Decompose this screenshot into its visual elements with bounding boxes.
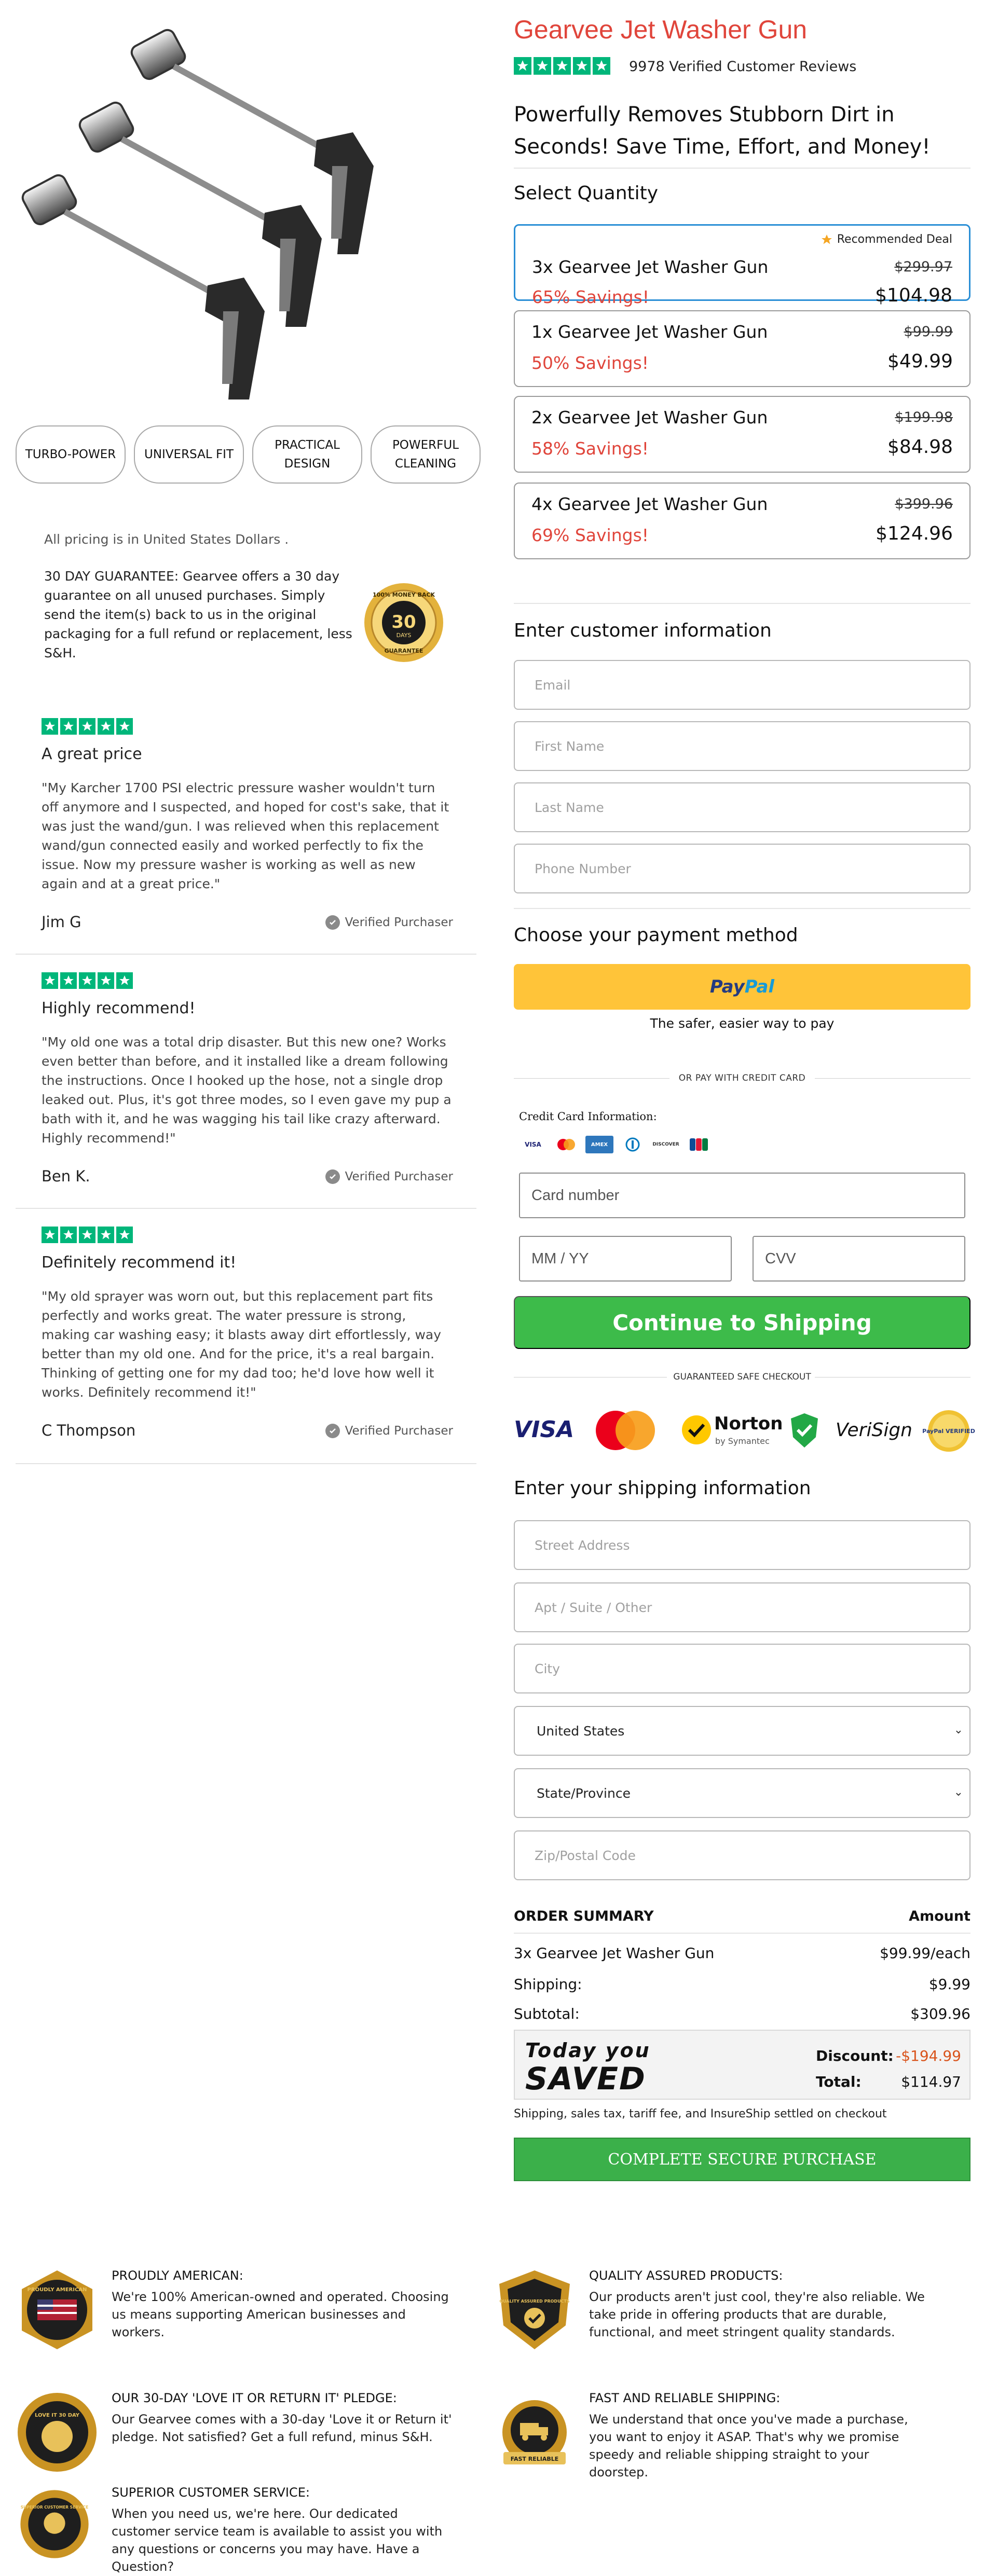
trust-body: Our Gearvee comes with a 30-day 'Love it or Return it' pledge. Not satisfied? Get a full refund, minus S&H.: [112, 2412, 452, 2444]
norton-check-icon: [680, 1413, 713, 1447]
review-title: A great price: [42, 745, 142, 763]
summary-item-label: 3x Gearvee Jet Washer Gun: [514, 1945, 715, 1962]
star-icon: [821, 233, 833, 246]
star-icon: [42, 718, 58, 735]
review-stars: [42, 972, 133, 989]
star-icon: [116, 718, 133, 735]
verified-purchaser-badge: [325, 1424, 453, 1438]
street-address-field[interactable]: [514, 1520, 970, 1570]
recommended-deal-label: Recommended Deal: [837, 233, 952, 246]
check-circle-icon: [325, 1424, 340, 1438]
quantity-option-2x[interactable]: [514, 396, 970, 473]
star-icon: [514, 57, 531, 75]
order-summary-title: ORDER SUMMARY: [514, 1908, 654, 1924]
zip-field[interactable]: [514, 1830, 970, 1880]
quantity-option-old-price: $299.97: [894, 259, 952, 275]
summary-shipping-label: Shipping:: [514, 1976, 582, 1993]
amount-column-header: Amount: [909, 1908, 970, 1924]
summary-shipping-row: [514, 1976, 970, 1993]
quantity-option-name: 4x Gearvee Jet Washer Gun: [531, 494, 768, 514]
divider: [514, 168, 970, 169]
select-quantity-title: Select Quantity: [514, 183, 659, 204]
shipping-info-title: Enter your shipping information: [514, 1478, 811, 1499]
pricing-currency-note: All pricing is in United States Dollars .: [44, 532, 289, 547]
review-card: [16, 1210, 476, 1464]
trust-title: QUALITY ASSURED PRODUCTS:: [589, 2268, 783, 2283]
complete-purchase-button[interactable]: COMPLETE SECURE PURCHASE: [514, 2138, 970, 2181]
trust-icon-text: SUPERIOR CUSTOMER SERVICE: [20, 2505, 89, 2510]
product-headline: Powerfully Removes Stubborn Dirt in Seconds! Save Time, Effort, and Money!: [514, 103, 931, 159]
state-select-wrapper: [514, 1768, 970, 1818]
feature-pill-powerful-cleaning: POWERFUL CLEANING: [371, 425, 481, 484]
product-image: [16, 10, 400, 405]
expiry-field[interactable]: [519, 1236, 732, 1282]
trust-icon-text: PROUDLY AMERICAN: [27, 2287, 87, 2293]
quantity-option-4x[interactable]: [514, 483, 970, 559]
quantity-option-savings: 50% Savings!: [531, 353, 649, 373]
star-icon: [60, 1227, 77, 1243]
amex-card-icon: AMEX: [585, 1136, 613, 1153]
washer-gun-2: [77, 100, 322, 327]
star-icon: [593, 57, 610, 75]
review-author: C Thompson: [42, 1422, 136, 1439]
guarantee-text: 30 DAY GUARANTEE: Gearvee offers a 30 day guarantee on all unused purchases. Simply send the item(s) back to us in the original packaging for a full refund or replacement, less S&H.: [44, 569, 352, 660]
star-icon: [534, 57, 551, 75]
quantity-option-old-price: $99.99: [904, 324, 953, 340]
trust-icon-text: LOVE IT 30 DAY: [34, 2413, 80, 2418]
review-author: Ben K.: [42, 1167, 90, 1185]
review-card: [16, 956, 476, 1209]
washer-gun-1: [129, 27, 374, 254]
paypal-verified-badge-icon: [922, 1409, 975, 1453]
country-select-wrapper: [514, 1706, 970, 1756]
quantity-option-price: $104.98: [875, 285, 952, 306]
trust-title: OUR 30-DAY 'LOVE IT OR RETURN IT' PLEDGE:: [112, 2391, 397, 2405]
trust-body: We're 100% American-owned and operated. Choosing us means supporting American businesses and workers.: [112, 2290, 449, 2339]
verified-label: Verified Purchaser: [345, 1170, 453, 1183]
star-icon: [553, 57, 571, 75]
quantity-option-old-price: $199.98: [895, 409, 953, 425]
total-value: $114.97: [901, 2073, 961, 2090]
customer-service-badge-icon: [16, 2485, 93, 2563]
review-stars: [42, 1227, 133, 1243]
paypal-logo-pal: Pal: [744, 976, 775, 997]
verified-label: Verified Purchaser: [345, 916, 453, 929]
discover-card-icon: DISCOVER: [652, 1142, 679, 1147]
norton-symantec-label: by Symantec: [715, 1436, 770, 1446]
quantity-option-3x[interactable]: [514, 224, 970, 307]
customer-info-title: Enter customer information: [514, 620, 772, 641]
trust-title: PROUDLY AMERICAN:: [112, 2268, 243, 2283]
order-summary-header: [514, 1908, 970, 1924]
guaranteed-safe-checkout-label: GUARANTEED SAFE CHECKOUT: [514, 1372, 970, 1382]
quantity-option-old-price: $399.96: [895, 496, 953, 512]
jcb-card-icon: [685, 1136, 713, 1153]
saved-label: SAVED: [525, 2061, 646, 2097]
review-title: Definitely recommend it!: [42, 1253, 237, 1272]
mastercard-badge-icon: [592, 1408, 659, 1453]
star-icon: [42, 1227, 58, 1243]
or-pay-with-card-label: OR PAY WITH CREDIT CARD: [514, 1073, 970, 1083]
shield-check-icon: [789, 1411, 820, 1450]
visa-badge-icon: VISA: [514, 1416, 575, 1443]
today-you-label: Today you: [525, 2039, 651, 2062]
card-number-field[interactable]: [519, 1173, 965, 1218]
feature-pill-practical-design: PRACTICAL DESIGN: [252, 425, 362, 484]
discount-label: Discount:: [816, 2047, 894, 2064]
last-name-field[interactable]: [514, 782, 970, 832]
review-title: Highly recommend!: [42, 999, 196, 1017]
american-flag-badge-icon: [16, 2268, 99, 2351]
seal-line-3: DAYS: [396, 632, 412, 639]
product-title: Gearvee Jet Washer Gun: [514, 15, 808, 44]
divider: [815, 1078, 970, 1079]
trust-icon-text: QUALITY ASSURED PRODUCTS: [499, 2299, 570, 2304]
seal-line-1: 100% MONEY BACK: [372, 591, 435, 598]
visa-card-icon: VISA: [525, 1141, 541, 1148]
quantity-option-savings: 65% Savings!: [532, 287, 649, 307]
trust-badges-row: [514, 1406, 975, 1455]
star-icon: [60, 718, 77, 735]
chevron-down-icon: ⌄: [953, 1786, 963, 1799]
apt-suite-field[interactable]: [514, 1582, 970, 1632]
verified-purchaser-badge: [325, 1169, 453, 1184]
state-select[interactable]: [514, 1768, 970, 1818]
summary-item-row: [514, 1945, 970, 1962]
seal-line-2: 30: [391, 612, 416, 632]
verisign-badge-label: VeriSign: [836, 1420, 912, 1441]
total-label: Total:: [816, 2073, 862, 2090]
star-icon: [98, 1227, 114, 1243]
verified-label: Verified Purchaser: [345, 1424, 453, 1438]
trust-body: Our products aren't just cool, they're also reliable. We take pride in offering products that are durable, functional, and meet stringent quality standards.: [589, 2290, 925, 2339]
quantity-option-price: $84.98: [887, 436, 953, 458]
review-count: 9978 Verified Customer Reviews: [629, 59, 857, 75]
trust-title: SUPERIOR CUSTOMER SERVICE:: [112, 2485, 310, 2500]
money-back-seal-icon: [362, 580, 445, 668]
diners-card-icon: [619, 1136, 647, 1153]
summary-shipping-value: $9.99: [928, 1976, 970, 1993]
quantity-option-savings: 58% Savings!: [531, 438, 649, 459]
payment-method-title: Choose your payment method: [514, 925, 798, 946]
norton-badge-label: Norton: [714, 1413, 783, 1434]
feature-pill-turbo-power: TURBO-POWER: [16, 425, 126, 484]
review-body: "My old one was a total drip disaster. But this new one? Works even better than before, and it installed like a dream following the instructions. Once I hooked up the hose, not a single drop leaked out. Plus, it's got three modes, so I even gave my pup a bath with it, and he was wagging his tail like crazy afterward. Highly recommend!": [42, 1035, 452, 1146]
mastercard-card-icon: [552, 1136, 580, 1153]
continue-to-shipping-button[interactable]: Continue to Shipping: [514, 1296, 970, 1349]
trust-body: When you need us, we're here. Our dedicated customer service team is available to assist you with any questions or concerns you may have. Have a Question?: [112, 2506, 443, 2574]
country-select[interactable]: [514, 1706, 970, 1756]
star-icon: [79, 972, 95, 989]
seal-line-4: GUARANTEE: [384, 648, 423, 654]
quantity-option-name: 3x Gearvee Jet Washer Gun: [532, 257, 769, 277]
quantity-option-price: $124.96: [876, 523, 953, 544]
washer-gun-3: [20, 173, 265, 400]
summary-note: Shipping, sales tax, tariff fee, and InsureShip settled on checkout: [514, 2107, 887, 2120]
star-icon: [79, 1227, 95, 1243]
quantity-option-name: 1x Gearvee Jet Washer Gun: [531, 322, 768, 342]
review-author: Jim G: [42, 913, 81, 931]
email-field[interactable]: [514, 660, 970, 710]
trustpilot-stars: [514, 57, 610, 75]
credit-card-info-label: Credit Card Information:: [519, 1110, 657, 1123]
star-icon: [573, 57, 591, 75]
star-icon: [42, 972, 58, 989]
star-icon: [116, 1227, 133, 1243]
delivery-truck-badge-icon: [493, 2391, 576, 2474]
summary-item-value: $99.99/each: [880, 1945, 970, 1962]
review-body: "My Karcher 1700 PSI electric pressure washer wouldn't turn off anymore and I suspected, and hoped for cost's sake, that it was just the wand/gun. I was relieved when this replacement wand/gun connected easily and worked perfectly to fix the issue. Now my pressure washer is working as well as new again and at a great price.": [42, 780, 449, 891]
summary-subtotal-row: [514, 2005, 970, 2022]
paypal-button[interactable]: [514, 964, 970, 1010]
summary-subtotal-value: $309.96: [910, 2005, 970, 2022]
recommended-deal-badge: [821, 233, 952, 246]
paypal-verified-text: PayPal VERIFIED: [922, 1428, 975, 1435]
review-card: [16, 700, 476, 955]
check-circle-icon: [325, 1169, 340, 1184]
phone-field[interactable]: [514, 844, 970, 893]
quantity-option-savings: 69% Savings!: [531, 525, 649, 545]
quantity-option-price: $49.99: [887, 351, 953, 372]
check-circle-icon: [325, 915, 340, 930]
chevron-down-icon: ⌄: [953, 1724, 963, 1737]
quantity-option-1x[interactable]: [514, 310, 970, 387]
savings-box: [514, 2030, 970, 2100]
divider: [514, 1933, 970, 1934]
trust-icon-text: FAST RELIABLE: [510, 2456, 559, 2462]
paypal-tagline: The safer, easier way to pay: [650, 1016, 835, 1031]
star-icon: [116, 972, 133, 989]
discount-value: -$194.99: [896, 2047, 961, 2064]
quality-shield-icon: [493, 2268, 576, 2351]
star-icon: [98, 972, 114, 989]
feature-pill-universal-fit: UNIVERSAL FIT: [134, 425, 244, 484]
divider: [514, 603, 970, 604]
quantity-option-name: 2x Gearvee Jet Washer Gun: [531, 407, 768, 428]
summary-subtotal-label: Subtotal:: [514, 2005, 580, 2022]
trust-body: We understand that once you've made a purchase, you want to enjoy it ASAP. That's why we promise speedy and reliable shipping straight to your doorstep.: [589, 2412, 908, 2479]
review-body: "My old sprayer was worn out, but this replacement part fits perfectly and works great. The water pressure is strong, making car washing easy; it blasts away dirt effortlessly, way better than my old one. And for the price, it's a real bargain. Thinking of getting one for my dad too; he'd love how well it works. Definitely recommend it!": [42, 1289, 442, 1400]
city-field[interactable]: [514, 1644, 970, 1693]
paypal-logo-pay: Pay: [709, 976, 745, 997]
star-icon: [60, 972, 77, 989]
cvv-field[interactable]: [753, 1236, 965, 1282]
first-name-field[interactable]: [514, 721, 970, 771]
review-stars: [42, 718, 133, 735]
divider: [514, 908, 970, 909]
star-icon: [98, 718, 114, 735]
thirty-day-badge-icon: [16, 2391, 99, 2474]
trust-title: FAST AND RELIABLE SHIPPING:: [589, 2391, 781, 2405]
verified-purchaser-badge: [325, 915, 453, 930]
star-icon: [79, 718, 95, 735]
